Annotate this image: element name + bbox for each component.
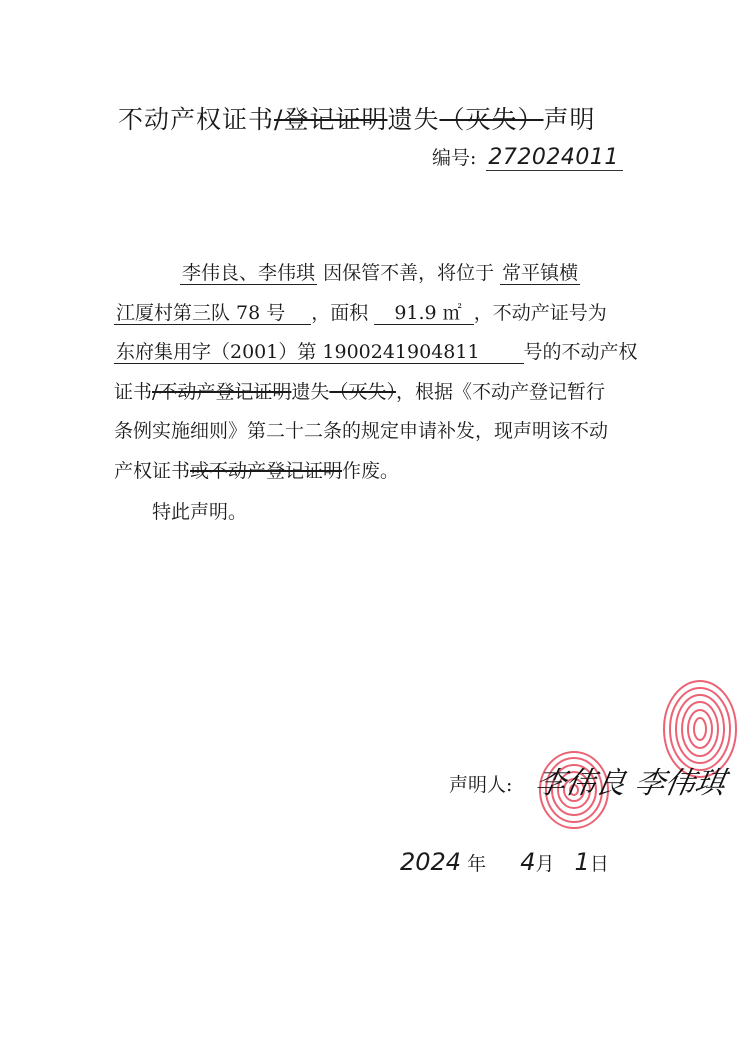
date-year-unit: 年 (467, 853, 487, 875)
body-text-7a: 产权证书 (114, 459, 191, 482)
title-part-2: 遗失 (387, 105, 440, 134)
date-year: 2024 (400, 848, 462, 876)
area-field: 91.9 ㎡ (374, 302, 473, 325)
declaration-body (114, 254, 644, 491)
body-text-5c: ，根据《不动产登记暂行 (395, 380, 605, 403)
body-text-6: 条例实施细则》第二十二条的规定申请补发，现声明该不动 (114, 420, 609, 442)
declaration-date (400, 848, 609, 876)
body-line-4 (114, 373, 644, 413)
body-line-2 (114, 294, 644, 334)
serial-label: 编号: (432, 147, 477, 169)
body-text-5b: 遗失 (291, 380, 330, 403)
body-struck-5: /不动产登记证明 (152, 380, 292, 403)
body-text-4: 号的不动产权 (523, 341, 638, 363)
address-field-1: 常平镇横 (502, 262, 579, 284)
date-month: 4 (520, 848, 536, 876)
body-line-1 (114, 254, 644, 294)
body-text-7b: 作废。 (342, 459, 400, 482)
body-text-2: ，面积 (311, 301, 369, 324)
document-title (118, 100, 596, 136)
title-struck-part-2: （灭失） (439, 105, 544, 134)
title-part-3: 声明 (543, 105, 596, 134)
date-day-unit: 日 (589, 853, 609, 875)
body-line-3 (114, 333, 644, 373)
serial-number (432, 143, 623, 171)
owners-field: 李伟良、李伟琪 (182, 262, 316, 284)
body-text-1: 因保管不善，将位于 (323, 262, 495, 284)
handwritten-signature: 李伟良 李伟琪 (532, 766, 729, 801)
date-month-unit: 月 (535, 853, 555, 875)
body-line-6 (114, 452, 644, 492)
body-text-3: ，不动产证号为 (473, 301, 607, 324)
title-struck-part: /登记证明 (274, 105, 388, 134)
body-struck-7: 或不动产登记证明 (190, 459, 343, 482)
body-text-5a: 证书 (114, 380, 153, 403)
closing-statement: 特此声明。 (152, 501, 248, 523)
serial-value: 272024011 (486, 145, 622, 171)
certificate-number-field: 东府集用字（2001）第 1900241904811 (114, 341, 524, 364)
title-part-1: 不动产权证书 (118, 105, 275, 134)
body-line-5 (114, 412, 644, 452)
declarant-label: 声明人: (449, 774, 513, 796)
body-struck-5b: （灭失） (329, 380, 396, 403)
address-field-2: 江厦村第三队 78 号 (114, 302, 311, 325)
date-day: 1 (574, 848, 590, 876)
